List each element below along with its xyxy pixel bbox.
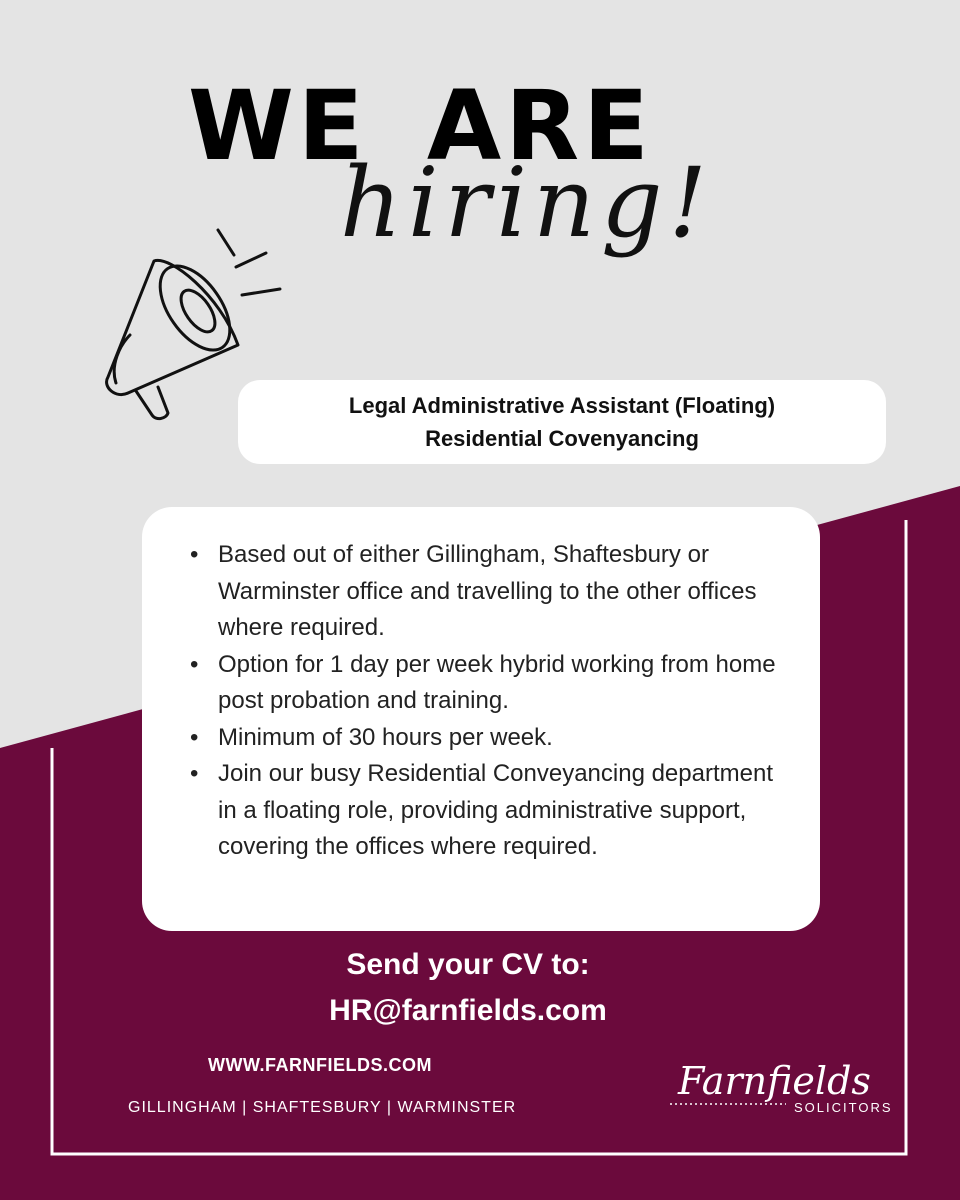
detail-hours: • Minimum of 30 hours per week.: [190, 720, 784, 757]
job-title: Legal Administrative Assistant (Floating): [348, 393, 776, 418]
logo-name: Farnfields: [678, 1059, 871, 1103]
job-title-box: [238, 380, 886, 464]
detail-location: • Based out of either Gillingham, Shaftesbury or Warminster office and travelling to the other offices where required.: [190, 537, 784, 647]
office-locations: GILLINGHAM | SHAFTESBURY | WARMINSTER: [128, 1099, 517, 1116]
detail-hybrid: • Option for 1 day per week hybrid working from home post probation and training.: [190, 647, 784, 720]
cta-email-link[interactable]: HR@farnfields.com: [329, 994, 607, 1027]
detail-role: • Join our busy Residential Conveyancing department in a floating role, providing administrative support, covering the offices where required.: [190, 756, 784, 866]
logo-tagline: SOLICITORS: [794, 1100, 893, 1115]
hiring-script-text: hiring!: [340, 147, 713, 259]
website-link[interactable]: WWW.FARNFIELDS.COM: [208, 1055, 432, 1075]
farnfields-logo: [664, 1052, 893, 1132]
job-details-card: [142, 507, 820, 931]
cv-call-to-action: [240, 942, 696, 1034]
cta-label: Send your CV to:: [346, 948, 590, 981]
headline-we-are: WE ARE: [188, 70, 653, 182]
job-details-list: [190, 537, 784, 866]
headline-hiring-script: [330, 140, 810, 280]
job-department: Residential Covenyancing: [425, 426, 699, 451]
